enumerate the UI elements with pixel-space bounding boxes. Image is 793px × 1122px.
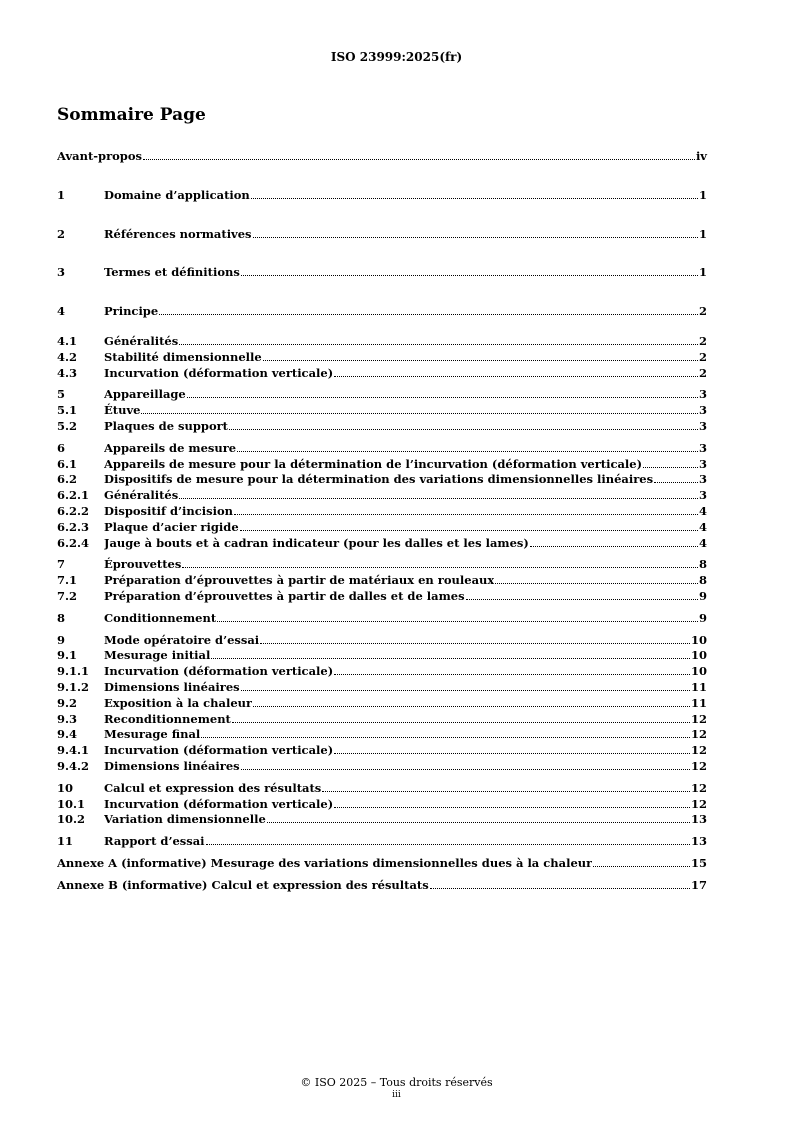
toc-entry-page: 11 [690,679,707,694]
toc-dot-leader [322,780,690,792]
toc-entry-title: Préparation d’éprouvettes à partir de dalles et de lames [104,588,465,603]
toc-dot-leader [466,588,698,600]
toc-entry-title: Appareils de mesure pour la détermination de l’incurvation (déformation verticale) [104,456,643,471]
toc-dot-leader [187,386,698,398]
document-header: ISO 23999:2025(fr) [330,50,463,64]
table-of-contents [57,148,707,892]
toc-entry-page: 3 [698,418,707,433]
toc-entry-title: Stabilité dimensionnelle [104,349,262,364]
toc-entry[interactable] [57,780,707,796]
toc-entry-page: 4 [698,519,707,534]
toc-entry-title: Mesurage final [104,727,201,742]
toc-entry-title: Dispositifs de mesure pour la détermination des variations dimensionnelles linéaires [104,472,654,487]
toc-dot-leader [179,487,698,499]
toc-dot-leader [240,519,698,531]
toc-dot-leader [217,610,698,622]
toc-entry-number: 9.1 [57,648,78,663]
toc-dot-leader [643,456,698,468]
toc-entry[interactable] [57,487,707,503]
toc-dot-leader [267,811,690,823]
toc-entry-number: 8 [57,610,66,625]
toc-entry-number: 4.3 [57,365,78,380]
toc-entry-number: 5 [57,387,66,402]
toc-entry-page: 15 [690,855,707,870]
toc-entry-title: Jauge à bouts et à cadran indicateur (pour les dalles et les lames) [104,535,529,550]
toc-entry-number: 6.2.3 [57,519,90,534]
toc-entry-number: 5.2 [57,418,78,433]
toc-entry[interactable] [57,588,707,604]
toc-entry-title: Reconditionnement [104,711,231,726]
toc-entry-page: 12 [690,711,707,726]
toc-entry-page: 3 [698,440,707,455]
toc-entry[interactable] [57,811,707,827]
toc-entry[interactable] [57,349,707,365]
toc-entry-page: 1 [698,265,707,280]
toc-entry[interactable] [57,503,707,519]
toc-entry[interactable] [57,187,707,203]
toc-dot-leader [211,647,690,659]
toc-entry-page: 3 [698,456,707,471]
toc-entry-number: 7.2 [57,588,78,603]
toc-entry-page: 10 [690,632,707,647]
toc-entry-page: 1 [698,187,707,202]
toc-entry-title: Préparation d’éprouvettes à partir de matériaux en rouleaux [104,573,495,588]
toc-entry-number: 9.2 [57,695,78,710]
toc-dot-leader [159,303,698,315]
toc-entry[interactable] [57,440,707,456]
toc-entry-title: Plaque d’acier rigide [104,519,239,534]
toc-entry-title: Avant-propos [57,149,142,163]
toc-entry-page: iv [695,149,707,163]
toc-entry-title: Annexe B (informative) Calcul et expression des résultats [57,877,429,892]
toc-dot-leader [141,402,698,414]
toc-entry-title: Rapport d’essai [104,834,205,849]
toc-entry-number: 7 [57,557,66,572]
toc-entry-number: 9 [57,632,66,647]
toc-dot-leader [201,726,690,738]
toc-entry-page: 12 [690,758,707,773]
toc-dot-leader [654,471,698,483]
toc-entry-title: Dimensions linéaires [104,679,240,694]
toc-entry-number: 7.1 [57,573,78,588]
toc-entry-title: Généralités [104,488,179,503]
toc-dot-leader [241,758,690,770]
toc-dot-leader [251,187,698,199]
toc-entry[interactable] [57,663,707,679]
toc-entry-page: 12 [690,796,707,811]
toc-entry[interactable] [57,226,707,242]
toc-entry-title: Incurvation (déformation verticale) [104,796,334,811]
toc-entry[interactable] [57,535,707,551]
toc-entry-page: 10 [690,664,707,679]
toc-entry-page: 8 [698,573,707,588]
toc-entry-title: Termes et définitions [104,265,240,280]
toc-entry-page: 4 [698,535,707,550]
toc-entry-number: 11 [57,834,74,849]
toc-dot-leader [143,148,695,160]
toc-entry-title: Incurvation (déformation verticale) [104,365,334,380]
toc-entry[interactable] [57,303,707,319]
toc-entry[interactable] [57,647,707,663]
toc-dot-leader [232,711,690,723]
toc-entry[interactable] [57,610,707,626]
copyright-notice: © ISO 2025 – Tous droits réservés [300,1076,493,1089]
toc-entry-number: 2 [57,226,66,241]
toc-dot-leader [234,503,698,515]
toc-entry[interactable] [57,855,707,871]
toc-entry-number: 4 [57,304,66,319]
toc-entry[interactable] [57,758,707,774]
toc-entry[interactable] [57,877,707,893]
toc-entry-title: Exposition à la chaleur [104,695,253,710]
toc-dot-leader [182,556,698,568]
toc-entry[interactable] [57,456,707,472]
toc-entry-title: Calcul et expression des résultats [104,780,322,795]
toc-entry-title: Éprouvettes [104,557,182,572]
toc-entry-title: Incurvation (déformation verticale) [104,664,334,679]
toc-entry-title: Références normatives [104,226,252,241]
toc-entry-page: 11 [690,695,707,710]
toc-entry-number: 9.1.2 [57,679,90,694]
toc-entry-title: Dispositif d’incision [104,503,234,518]
toc-dot-leader [241,264,698,276]
toc-entry-page: 8 [698,557,707,572]
toc-entry-number: 6.2 [57,472,78,487]
toc-entry-page: 3 [698,472,707,487]
toc-entry[interactable] [57,742,707,758]
toc-entry-page: 9 [698,588,707,603]
toc-entry[interactable] [57,632,707,648]
toc-dot-leader [334,663,690,675]
toc-dot-leader [253,695,690,707]
toc-entry-number: 9.4.1 [57,743,90,758]
toc-entry[interactable] [57,679,707,695]
toc-dot-leader [334,796,690,808]
toc-entry-title: Domaine d’application [104,187,250,202]
toc-entry-number: 10.1 [57,796,86,811]
toc-entry-number: 9.4.2 [57,758,90,773]
toc-entry-number: 9.4 [57,727,78,742]
toc-entry-title: Mesurage initial [104,648,211,663]
toc-entry-title: Dimensions linéaires [104,758,240,773]
toc-entry-page: 3 [698,403,707,418]
toc-entry-page: 2 [698,304,707,319]
toc-entry-number: 10.2 [57,812,86,827]
toc-entry-page: 13 [690,834,707,849]
toc-entry-number: 6.1 [57,456,78,471]
toc-entry-page: 17 [690,877,707,892]
toc-entry-title: Mode opératoire d’essai [104,632,260,647]
toc-entry-page: 9 [698,610,707,625]
page-footer [0,1076,793,1102]
toc-entry-number: 10 [57,780,74,795]
toc-entry-page: 12 [690,780,707,795]
toc-entry-number: 6.2.1 [57,488,90,503]
toc-dot-leader [495,572,698,584]
toc-dot-leader [229,418,698,430]
toc-dot-leader [334,365,698,377]
toc-entry[interactable] [57,148,707,164]
toc-dot-leader [263,349,698,361]
toc-dot-leader [430,877,690,889]
toc-entry-page: 1 [698,226,707,241]
toc-entry-title: Conditionnement [104,610,217,625]
toc-entry-title: Plaques de support [104,418,228,433]
toc-dot-leader [253,226,698,238]
toc-entry-number: 4.1 [57,333,78,348]
toc-entry[interactable] [57,471,707,487]
toc-entry-page: 10 [690,648,707,663]
toc-entry[interactable] [57,386,707,402]
toc-entry[interactable] [57,333,707,349]
toc-entry-number: 9.3 [57,711,78,726]
toc-entry-title: Étuve [104,403,141,418]
toc-dot-leader [530,535,698,547]
toc-entry-title: Annexe A (informative) Mesurage des variations dimensionnelles dues à la chaleur [57,855,593,870]
toc-dot-leader [593,855,690,867]
toc-entry-title: Variation dimensionnelle [104,812,266,827]
toc-entry[interactable] [57,556,707,572]
toc-entry[interactable] [57,418,707,434]
toc-dot-leader [206,833,690,845]
toc-entry-number: 6.2.4 [57,535,90,550]
toc-entry-title: Principe [104,304,159,319]
toc-entry-page: 4 [698,503,707,518]
toc-dot-leader [334,742,690,754]
toc-entry-number: 4.2 [57,349,78,364]
toc-entry[interactable] [57,572,707,588]
toc-entry-page: 2 [698,349,707,364]
toc-dot-leader [260,632,690,644]
toc-entry-title: Appareillage [104,387,186,402]
page-number: iii [392,1090,401,1100]
toc-entry[interactable] [57,519,707,535]
toc-entry-page: 3 [698,488,707,503]
toc-dot-leader [241,679,690,691]
toc-entry[interactable] [57,695,707,711]
toc-entry-page: 2 [698,365,707,380]
toc-entry-title: Incurvation (déformation verticale) [104,743,334,758]
toc-entry-number: 5.1 [57,403,78,418]
toc-entry-page: 3 [698,387,707,402]
toc-entry[interactable] [57,711,707,727]
toc-entry-number: 9.1.1 [57,664,90,679]
toc-entry-page: 12 [690,743,707,758]
toc-entry[interactable] [57,402,707,418]
toc-title: Sommaire Page [57,105,206,125]
toc-entry[interactable] [57,796,707,812]
toc-entry-page: 13 [690,812,707,827]
toc-entry[interactable] [57,726,707,742]
toc-entry[interactable] [57,833,707,849]
toc-dot-leader [237,440,698,452]
toc-entry[interactable] [57,264,707,280]
toc-entry-number: 6 [57,440,66,455]
toc-entry-number: 1 [57,187,66,202]
toc-dot-leader [179,333,698,345]
toc-entry-title: Appareils de mesure [104,440,237,455]
toc-entry-page: 12 [690,727,707,742]
toc-entry-number: 6.2.2 [57,503,90,518]
toc-entry-title: Généralités [104,333,179,348]
toc-entry-number: 3 [57,265,66,280]
toc-entry-page: 2 [698,333,707,348]
toc-entry[interactable] [57,365,707,381]
